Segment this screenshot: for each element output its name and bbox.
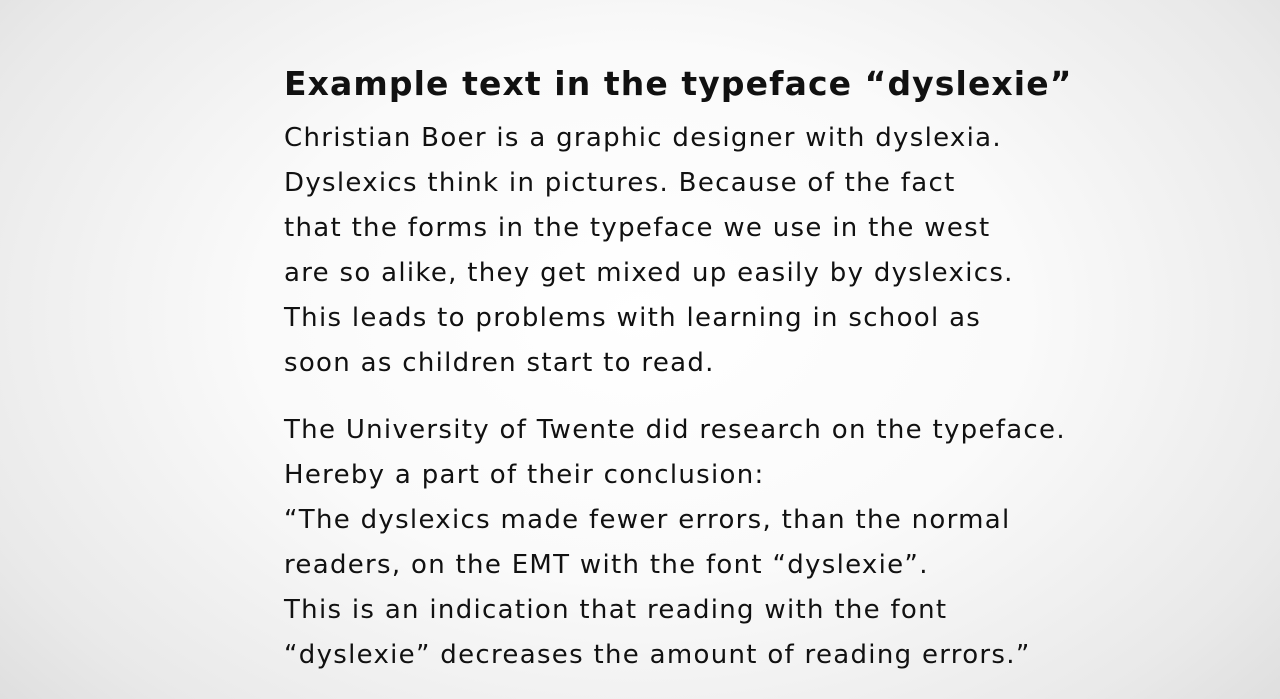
text-line: This leads to problems with learning in school as [284,303,982,333]
quote-line: “The dyslexics made fewer errors, than the normal [284,505,1011,535]
quote-line: readers, on the EMT with the font “dyslexie”. [284,550,929,580]
text-line: that the forms in the typeface we use in the west [284,213,991,243]
text-line: are so alike, they get mixed up easily by dyslexics. [284,258,1014,288]
paragraph-intro [284,116,1244,386]
text-line: Dyslexics think in pictures. Because of the fact [284,168,956,198]
paragraph-research [284,408,1244,678]
text-line: soon as children start to read. [284,348,715,378]
quote-line: This is an indication that reading with the font [284,595,948,625]
quote-line: “dyslexie” decreases the amount of reading errors.” [284,640,1031,670]
text-line: The University of Twente did research on the typeface. [284,415,1066,445]
page-title: Example text in the typeface “dyslexie” [284,64,1073,103]
text-line: Hereby a part of their conclusion: [284,460,765,490]
text-line: Christian Boer is a graphic designer with dyslexia. [284,123,1002,153]
text-block [284,62,1244,678]
